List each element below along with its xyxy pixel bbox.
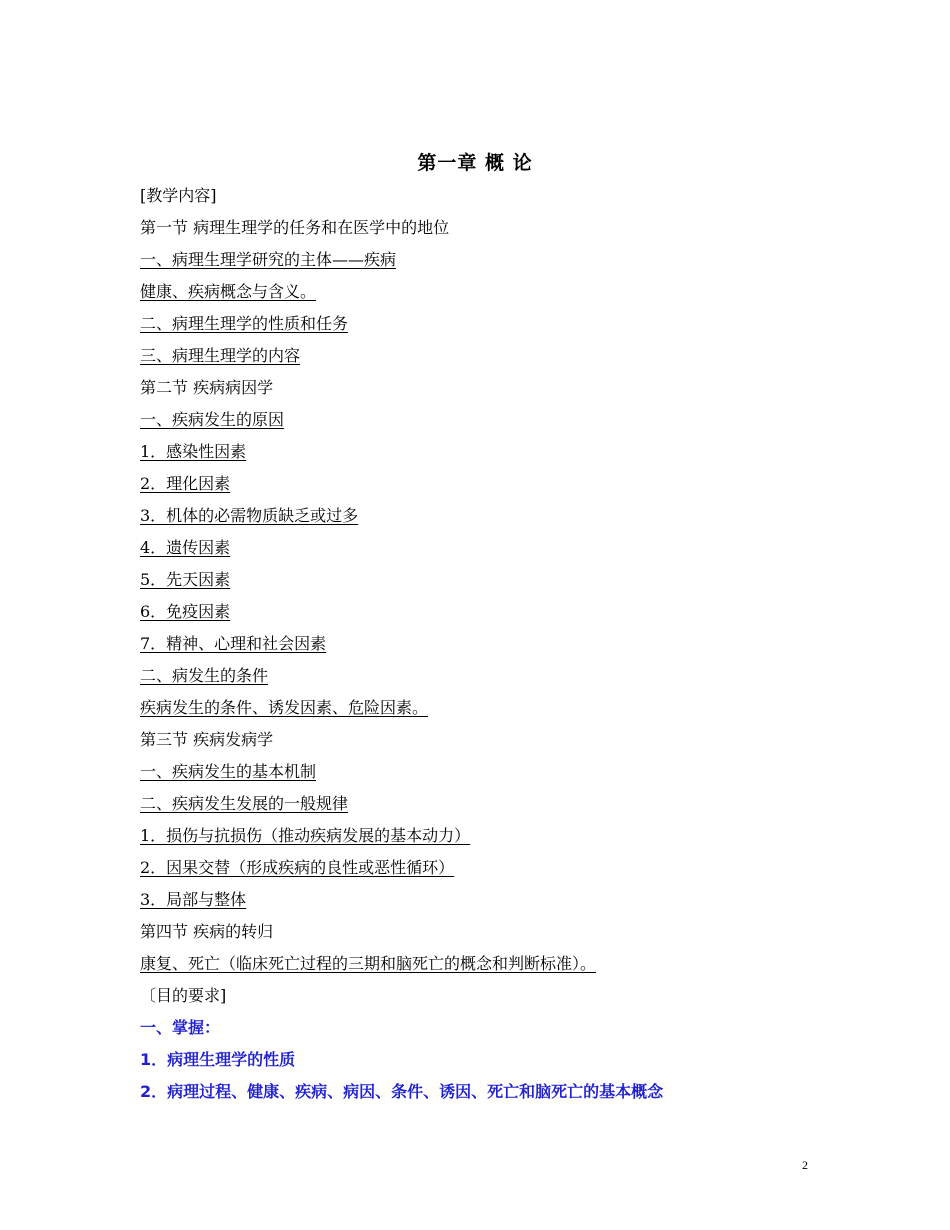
section-heading-2: 第二节 疾病病因学 <box>140 378 274 397</box>
content-lines <box>140 180 840 1108</box>
topic-line: 康复、死亡（临床死亡过程的三期和脑死亡的概念和判断标准）。 <box>140 954 597 973</box>
section-label-teaching-content: [教学内容] <box>140 186 217 205</box>
topic-line: 疾病发生的条件、诱发因素、危险因素。 <box>140 698 429 717</box>
chapter-title: 第一章 概 论 <box>417 152 533 174</box>
topic-line: 二、病发生的条件 <box>140 666 269 685</box>
topic-line: 一、病理生理学研究的主体——疾病 <box>140 250 397 269</box>
topic-line: 一、疾病发生的原因 <box>140 410 285 429</box>
topic-line: 1．感染性因素 <box>140 442 247 461</box>
topic-line: 7．精神、心理和社会因素 <box>140 634 327 653</box>
topic-line: 二、疾病发生发展的一般规律 <box>140 794 349 813</box>
topic-line: 2．理化因素 <box>140 474 231 493</box>
topic-line: 5．先天因素 <box>140 570 231 589</box>
requirement-item: 1．病理生理学的性质 <box>140 1050 296 1069</box>
requirement-item: 2．病理过程、健康、疾病、病因、条件、诱因、死亡和脑死亡的基本概念 <box>140 1082 664 1101</box>
page-number: 2 <box>802 1158 808 1172</box>
section-heading-3: 第三节 疾病发病学 <box>140 730 274 749</box>
topic-line: 健康、疾病概念与含义。 <box>140 282 317 301</box>
topic-line: 一、疾病发生的基本机制 <box>140 762 317 781</box>
topic-line: 三、病理生理学的内容 <box>140 346 301 365</box>
section-heading-1: 第一节 病理生理学的任务和在医学中的地位 <box>140 218 450 237</box>
topic-line: 6．免疫因素 <box>140 602 231 621</box>
topic-line: 3．机体的必需物质缺乏或过多 <box>140 506 359 525</box>
requirement-heading: 一、掌握： <box>140 1018 221 1037</box>
topic-line: 2．因果交替（形成疾病的良性或恶性循环） <box>140 858 455 877</box>
topic-line: 4．遗传因素 <box>140 538 231 557</box>
topic-line: 3．局部与整体 <box>140 890 247 909</box>
section-heading-4: 第四节 疾病的转归 <box>140 922 274 941</box>
section-label-objectives: 〔目的要求] <box>140 986 227 1005</box>
topic-line: 二、病理生理学的性质和任务 <box>140 314 349 333</box>
topic-line: 1．损伤与抗损伤（推动疾病发展的基本动力） <box>140 826 471 845</box>
